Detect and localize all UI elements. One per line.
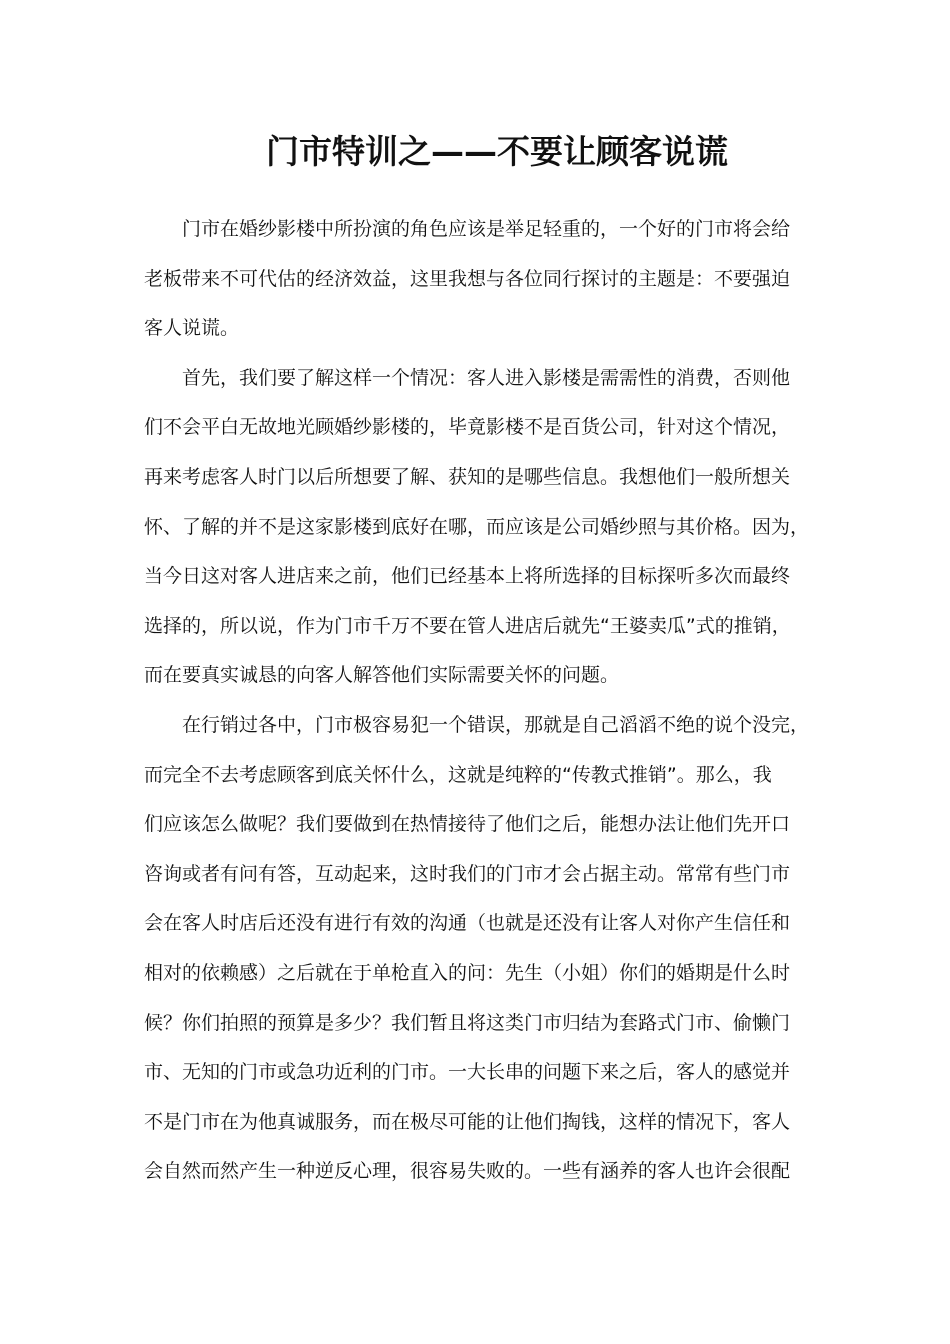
- paragraph-1: [144, 205, 820, 354]
- text-line: 而完全不去考虑顾客到底关怀什么，这就是纯粹的“传教式推销”。那么，我: [144, 763, 772, 786]
- paragraph-2: [144, 354, 820, 701]
- text-line: 市、无知的门市或急功近利的门市。一大长串的问题下来之后，客人的感觉并: [144, 1061, 791, 1084]
- text-line: 再来考虑客人时门以后所想要了解、获知的是哪些信息。我想他们一般所想关: [144, 465, 791, 488]
- text-line: 在行销过各中，门市极容易犯一个错误，那就是自己滔滔不绝的说个没完，: [182, 713, 810, 736]
- text-line: 候？你们拍照的预算是多少？我们暂且将这类门市归结为套路式门市、偷懒门: [144, 1011, 791, 1034]
- text-line: 咨询或者有问有答，互动起来，这时我们的门市才会占据主动。常常有些门市: [144, 862, 791, 885]
- text-line: 会在客人时店后还没有进行有效的沟通（也就是还没有让客人对你产生信任和: [144, 912, 791, 935]
- text-line: 当今日这对客人进店来之前，他们已经基本上将所选择的目标探听多次而最终: [144, 565, 791, 588]
- paragraph-3: [144, 701, 820, 1197]
- text-line: 首先，我们要了解这样一个情况：客人进入影楼是需需性的消费，否则他: [182, 366, 791, 389]
- document-body: [144, 205, 820, 1197]
- text-line: 不是门市在为他真诚服务，而在极尽可能的让他们掏钱，这样的情况下，客人: [144, 1110, 791, 1133]
- text-line: 怀、了解的并不是这家影楼到底好在哪，而应该是公司婚纱照与其价格。因为，: [144, 515, 810, 538]
- text-line: 门市在婚纱影楼中所扮演的角色应该是举足轻重的，一个好的门市将会给: [182, 218, 791, 240]
- text-line: 客人说谎。: [144, 317, 240, 340]
- text-line: 们应该怎么做呢？我们要做到在热情接待了他们之后，能想办法让他们先开口: [144, 813, 791, 836]
- document-title: 门市特训之——不要让顾客说谎: [266, 132, 728, 171]
- text-line: 而在要真实诚恳的向客人解答他们实际需要关怀的问题。: [144, 664, 620, 687]
- text-line: 会自然而然产生一种逆反心理，很容易失败的。一些有涵养的客人也许会很配: [144, 1160, 791, 1183]
- text-line: 相对的依赖感）之后就在于单枪直入的问：先生（小姐）你们的婚期是什么时: [144, 961, 791, 984]
- text-line: 选择的，所以说，作为门市千万不要在管人进店后就先“王婆卖瓜”式的推销，: [144, 614, 791, 637]
- text-line: 老板带来不可代估的经济效益，这里我想与各位同行探讨的主题是：不要强迫: [144, 267, 791, 290]
- text-line: 们不会平白无故地光顾婚纱影楼的，毕竟影楼不是百货公司，针对这个情况，: [144, 416, 791, 439]
